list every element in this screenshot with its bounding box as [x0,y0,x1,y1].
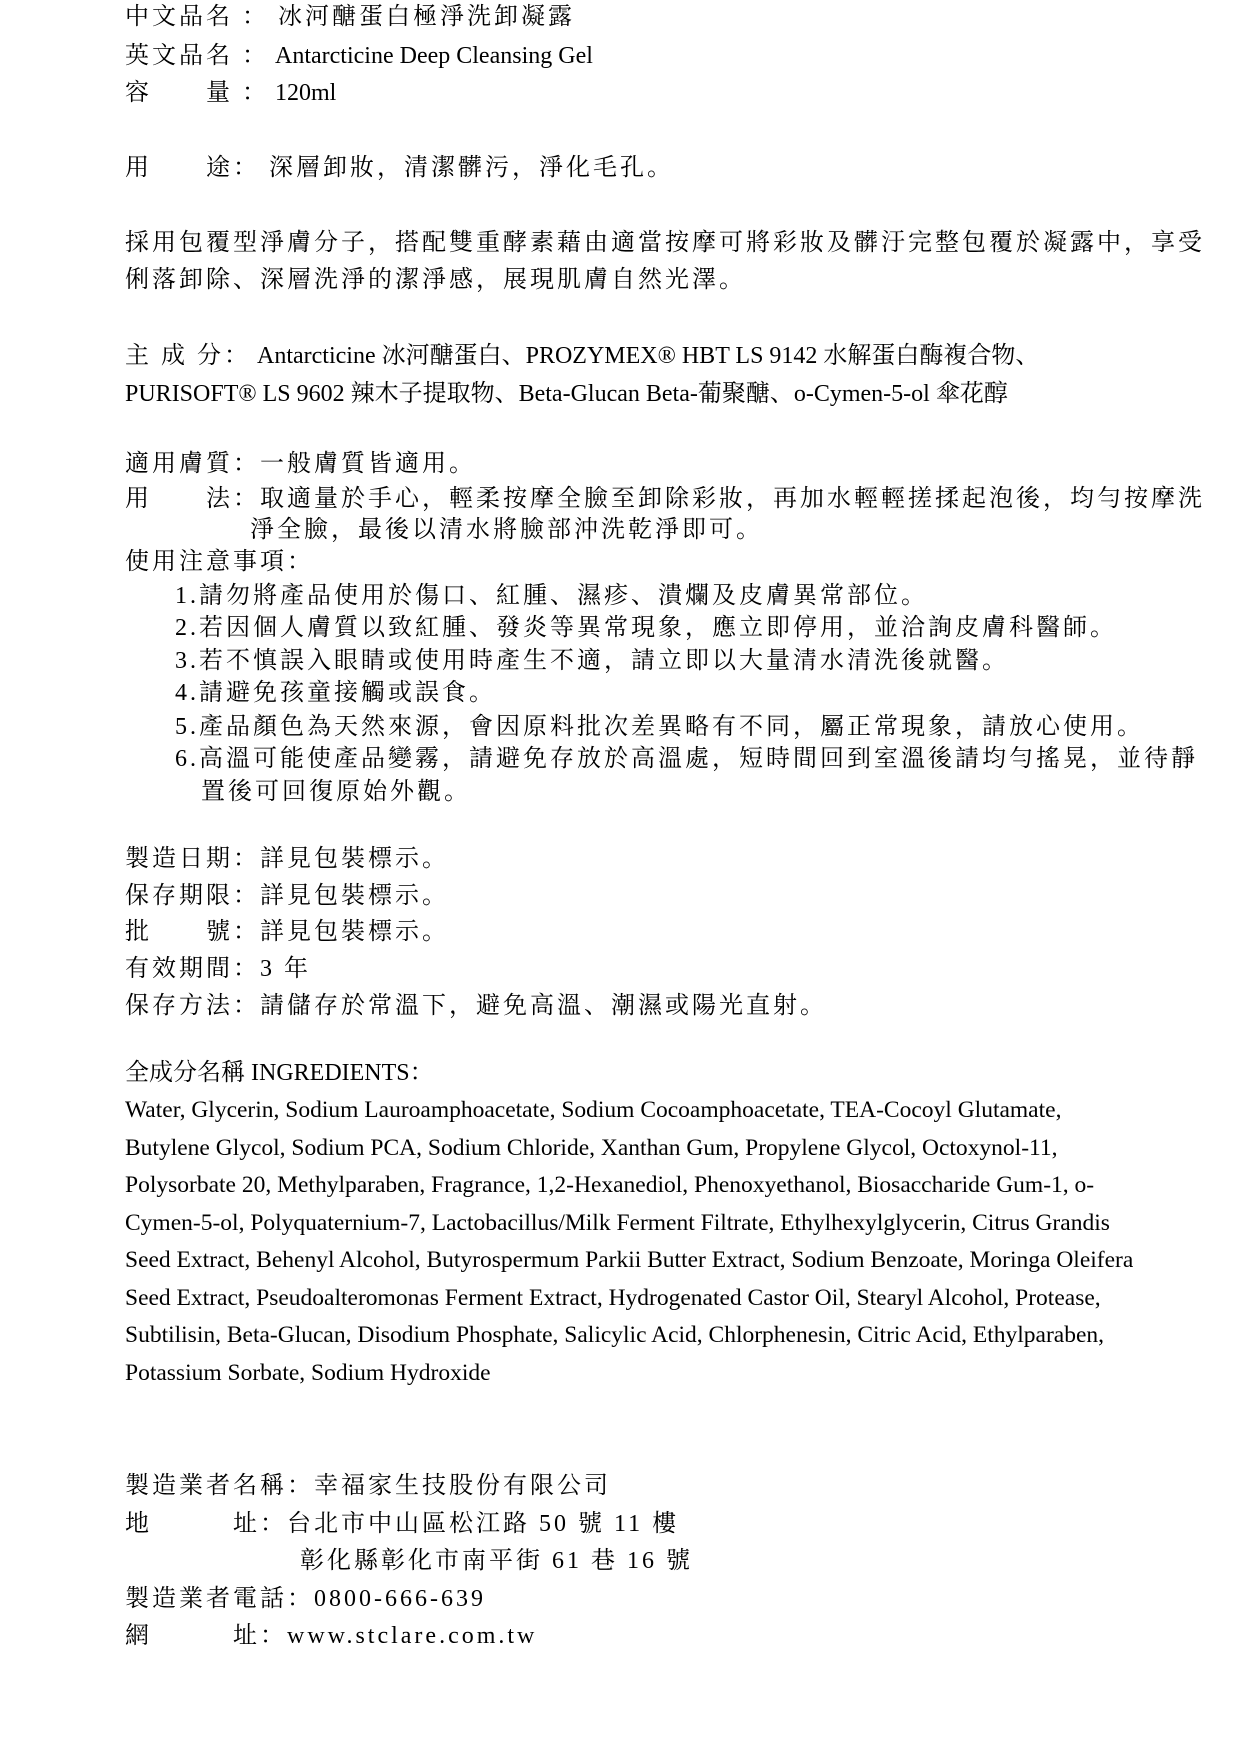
volume: 120ml [275,80,337,106]
main-ingredients-row: PURISOFT® LS 9602 辣木子提取物、Beta-Glucan Beta-葡聚醣、o-Cymen-5-ol 傘花醇 [125,381,1008,407]
skin-type-row: 適用膚質：一般膚質皆適用。 [125,451,476,477]
batch-row: 批 號：詳見包裝標示。 [125,919,449,945]
mfg-date-row: 製造日期：詳見包裝標示。 [125,846,449,872]
validity-row: 有效期間：3 年 [125,956,311,982]
en-name-row: 英文品名 ： Antarcticine Deep Cleansing Gel [125,43,593,69]
website-link: www.stclare.com.tw [287,1623,538,1649]
manufacturer-name-row: 製造業者名稱：幸福家生技股份有限公司 [125,1473,611,1499]
precaution-item: 2.若因個人膚質以致紅腫、發炎等異常現象，應立即停用，並洽詢皮膚科醫師。 [175,615,1117,641]
expiry-row: 保存期限：詳見包裝標示。 [125,883,449,909]
precaution-item: 3.若不慎誤入眼睛或使用時產生不適，請立即以大量清水清洗後就醫。 [175,648,1009,674]
precaution-item: 4.請避免孩童接觸或誤食。 [175,680,496,706]
description-line: 採用包覆型淨膚分子，搭配雙重酵素藉由適當按摩可將彩妝及髒汙完整包覆於凝露中，享受 [125,230,1205,256]
ingredients-list: Water, Glycerin, Sodium Lauroamphoacetate, Sodium Cocoamphoacetate, TEA-Cocoyl Glutamate, Butylene Glycol, Sodium PCA, Sodium Chloride, Xanthan Gum, Propylene Glycol, Octoxynol-11, Polysorbate 20, Methylparaben, Fragrance, 1,2-Hexanediol, Phenoxyethanol, Biosaccharide Gum-1, o-Cymen-5-ol, Polyquaternium-7, Lactobacillus/Milk Ferment Filtrate, Ethylhexylglycerin, Citrus Grandis Seed Extract, Behenyl Alcohol, Butyrospermum Parkii Butter Extract, Sodium Benzoate, Moringa Oleifera Seed Extract, Pseudoalteromonas Ferment Extract, Hydrogenated Castor Oil, Stearyl Alcohol, Protease, Subtilisin, Beta-Glucan, Disodium Phosphate, Salicylic Acid, Chlorphenesin, Citric Acid, Ethylparaben, Potassium Sorbate, Sodium Hydroxide [125,1097,1134,1386]
precaution-item-cont: 置後可回復原始外觀。 [201,779,471,805]
method-row-cont: 淨全臉，最後以清水將臉部沖洗乾淨即可。 [250,517,763,543]
precaution-item: 5.產品顏色為天然來源，會因原料批次差異略有不同，屬正常現象，請放心使用。 [175,714,1144,740]
main-ingredients-row: 主 成 分： Antarcticine 冰河醣蛋白、PROZYMEX® HBT LS 9142 水解蛋白酶複合物、 [125,343,1040,369]
volume-row: 容 量 ： 120ml [125,80,337,106]
cn-name-row: 中文品名 ： 冰河醣蛋白極淨洗卸凝露 [125,4,575,30]
usage-row: 用 途： 深層卸妝，清潔髒污，淨化毛孔。 [125,155,674,181]
method-row: 用 法：取適量於手心，輕柔按摩全臉至卸除彩妝，再加水輕輕搓揉起泡後，均勻按摩洗 [125,486,1205,512]
storage-row: 保存方法：請儲存於常溫下，避免高溫、潮濕或陽光直射。 [125,993,827,1019]
precaution-item: 1.請勿將產品使用於傷口、紅腫、濕疹、潰爛及皮膚異常部位。 [175,583,928,609]
cn-name: 冰河醣蛋白極淨洗卸凝露 [278,4,575,30]
en-name: Antarcticine Deep Cleansing Gel [275,43,593,69]
precautions-label: 使用注意事項： [125,549,314,575]
description-line: 俐落卸除、深層洗淨的潔淨感，展現肌膚自然光澤。 [125,267,746,293]
address-row-2: 彰化縣彰化市南平街 61 巷 16 號 [300,1548,693,1574]
website-row: 網 址：www.stclare.com.tw [125,1623,538,1649]
phone-row: 製造業者電話：0800-666-639 [125,1586,486,1612]
precaution-item: 6.高溫可能使產品變霧，請避免存放於高溫處，短時間回到室溫後請均勻搖晃，並待靜 [175,746,1198,772]
ingredients-label: 全成分名稱 INGREDIENTS： [125,1060,434,1086]
address-row: 地 址：台北市中山區松江路 50 號 11 樓 [125,1511,680,1537]
